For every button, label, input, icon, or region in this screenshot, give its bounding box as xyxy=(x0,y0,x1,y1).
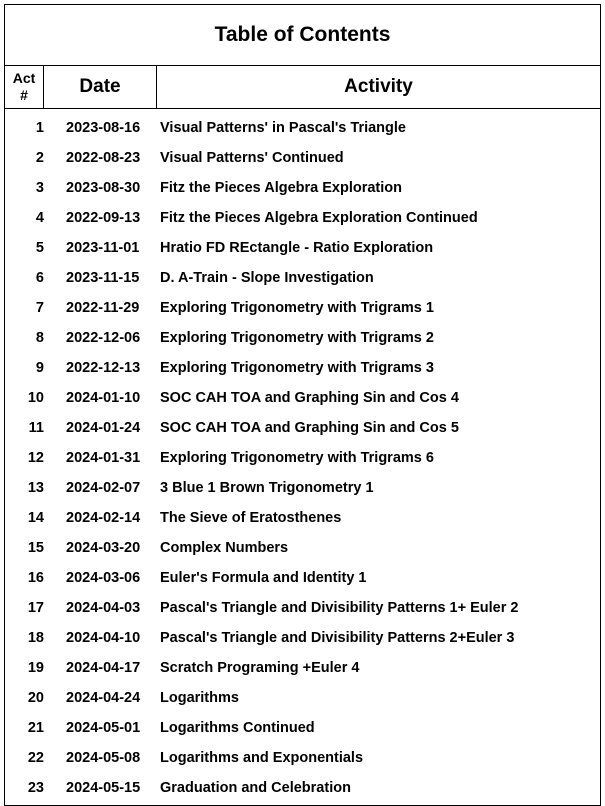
act-number: 18 xyxy=(27,630,44,646)
table-row xyxy=(5,113,600,143)
activity-date: 2024-05-08 xyxy=(66,750,141,766)
act-number: 3 xyxy=(35,180,44,196)
act-number: 8 xyxy=(35,330,44,346)
activity-title: Hratio FD REctangle - Ratio Exploration xyxy=(160,240,434,256)
activity-title: Complex Numbers xyxy=(160,540,289,556)
act-number: 15 xyxy=(27,540,44,556)
table-row xyxy=(5,173,600,203)
activity-date: 2022-12-06 xyxy=(66,330,141,346)
activity-title: Pascal's Triangle and Divisibility Patterns 1+ Euler 2 xyxy=(160,600,519,616)
act-number: 17 xyxy=(27,600,44,616)
act-number: 22 xyxy=(27,750,44,766)
activity-title: SOC CAH TOA and Graphing Sin and Cos 4 xyxy=(160,390,459,406)
table-row xyxy=(5,413,600,443)
activity-title: Graduation and Celebration xyxy=(160,780,351,796)
header-act-number-line1: Act xyxy=(12,70,36,86)
activity-date: 2024-04-17 xyxy=(66,660,141,676)
table-row xyxy=(5,563,600,593)
activity-title: Logarithms and Exponentials xyxy=(160,750,364,766)
act-number: 20 xyxy=(27,690,44,706)
table-row xyxy=(5,293,600,323)
header-row xyxy=(5,66,600,109)
table-row xyxy=(5,593,600,623)
act-number: 10 xyxy=(27,390,44,406)
activity-date: 2023-08-30 xyxy=(66,180,141,196)
table-row xyxy=(5,383,600,413)
act-number: 13 xyxy=(27,480,44,496)
activity-title: 3 Blue 1 Brown Trigonometry 1 xyxy=(160,480,374,496)
table-row xyxy=(5,203,600,233)
activity-date: 2022-08-23 xyxy=(66,150,141,166)
act-number: 4 xyxy=(35,210,44,226)
activity-date: 2022-09-13 xyxy=(66,210,141,226)
header-act-number-line2: # xyxy=(20,87,28,103)
act-number: 9 xyxy=(35,360,44,376)
activity-title: Visual Patterns' in Pascal's Triangle xyxy=(160,120,406,136)
table-row xyxy=(5,713,600,743)
act-number: 5 xyxy=(35,240,44,256)
header-act-number xyxy=(5,66,44,108)
table-row xyxy=(5,233,600,263)
activity-title: SOC CAH TOA and Graphing Sin and Cos 5 xyxy=(160,420,459,436)
table-row xyxy=(5,143,600,173)
table-body xyxy=(5,113,600,803)
table-row xyxy=(5,443,600,473)
table-row xyxy=(5,683,600,713)
activity-date: 2024-04-24 xyxy=(66,690,141,706)
activity-title: Scratch Programing +Euler 4 xyxy=(160,660,360,676)
table-row xyxy=(5,263,600,293)
activity-date: 2024-03-06 xyxy=(66,570,141,586)
table-row xyxy=(5,473,600,503)
activity-title: Euler's Formula and Identity 1 xyxy=(160,570,367,586)
activity-date: 2024-01-24 xyxy=(66,420,141,436)
table-row xyxy=(5,623,600,653)
activity-date: 2022-11-29 xyxy=(66,300,140,316)
act-number: 1 xyxy=(35,120,44,136)
activity-title: Logarithms Continued xyxy=(160,720,315,736)
table-row xyxy=(5,323,600,353)
activity-title: D. A-Train - Slope Investigation xyxy=(160,270,374,286)
act-number: 23 xyxy=(27,780,44,796)
table-frame xyxy=(4,4,601,806)
activity-title: Fitz the Pieces Algebra Exploration Continued xyxy=(160,210,478,226)
act-number: 21 xyxy=(27,720,44,736)
act-number: 2 xyxy=(35,150,44,166)
activity-title: Fitz the Pieces Algebra Exploration xyxy=(160,180,402,196)
act-number: 6 xyxy=(35,270,44,286)
activity-title: Exploring Trigonometry with Trigrams 6 xyxy=(160,450,434,466)
activity-title: Exploring Trigonometry with Trigrams 2 xyxy=(160,330,434,346)
table-row xyxy=(5,533,600,563)
activity-date: 2024-05-01 xyxy=(66,720,141,736)
table-row xyxy=(5,353,600,383)
activity-date: 2024-04-03 xyxy=(66,600,141,616)
activity-title: Logarithms xyxy=(160,690,239,706)
activity-date: 2024-01-31 xyxy=(66,450,141,466)
activity-title: Exploring Trigonometry with Trigrams 3 xyxy=(160,360,434,376)
table-row xyxy=(5,503,600,533)
activity-title: Exploring Trigonometry with Trigrams 1 xyxy=(160,300,434,316)
activity-date: 2022-12-13 xyxy=(66,360,141,376)
activity-date: 2024-01-10 xyxy=(66,390,141,406)
table-title: Table of Contents xyxy=(5,5,600,66)
activity-date: 2023-11-01 xyxy=(66,240,140,256)
act-number: 14 xyxy=(27,510,44,526)
act-number: 12 xyxy=(27,450,44,466)
activity-date: 2023-11-15 xyxy=(66,270,140,286)
table-row xyxy=(5,743,600,773)
activity-title: Visual Patterns' Continued xyxy=(160,150,344,166)
activity-title: The Sieve of Eratosthenes xyxy=(160,510,342,526)
activity-date: 2024-02-07 xyxy=(66,480,141,496)
activity-date: 2024-02-14 xyxy=(66,510,141,526)
header-activity: Activity xyxy=(344,76,413,97)
table-row xyxy=(5,773,600,803)
activity-date: 2024-03-20 xyxy=(66,540,141,556)
act-number: 7 xyxy=(35,300,44,316)
header-date: Date xyxy=(44,66,157,108)
act-number: 16 xyxy=(27,570,44,586)
activity-title: Pascal's Triangle and Divisibility Patterns 2+Euler 3 xyxy=(160,630,515,646)
activity-date: 2024-04-10 xyxy=(66,630,141,646)
table-row xyxy=(5,653,600,683)
activity-date: 2023-08-16 xyxy=(66,120,141,136)
act-number: 11 xyxy=(28,420,44,436)
activity-date: 2024-05-15 xyxy=(66,780,141,796)
act-number: 19 xyxy=(27,660,44,676)
